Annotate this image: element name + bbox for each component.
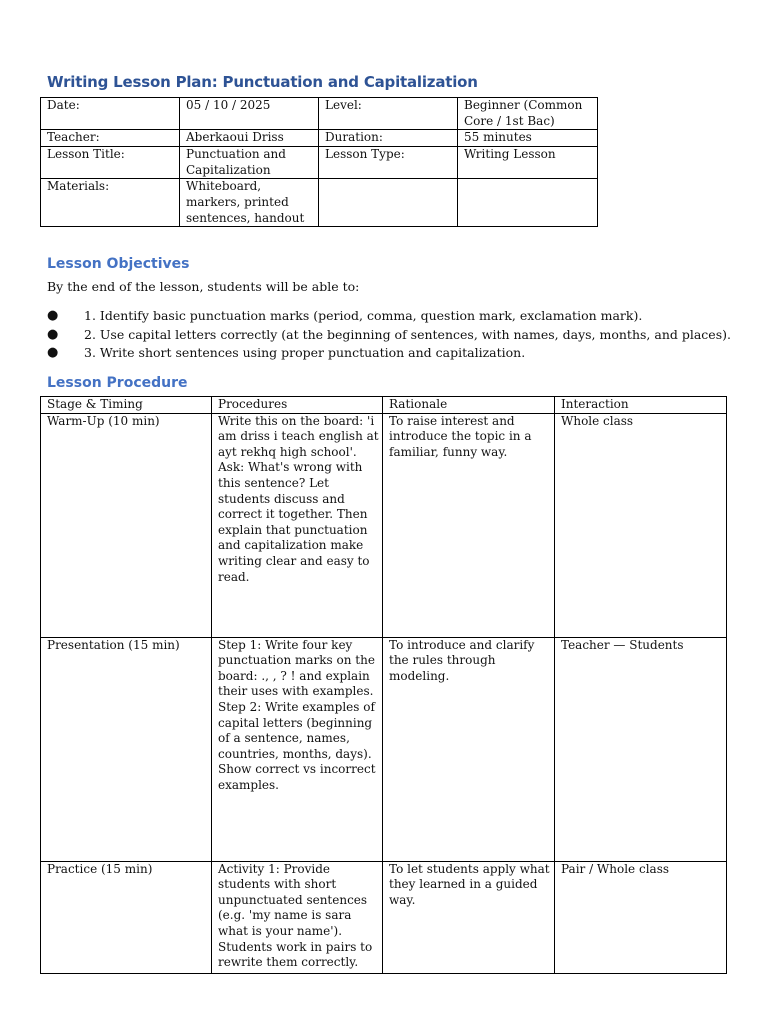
lesson-info-table [40,97,598,227]
column-header: Rationale [383,397,555,414]
list-item [47,307,747,326]
info-value: 55 minutes [458,130,598,147]
info-label: Duration: [319,130,458,147]
procedure-cell: Step 1: Write four key punctuation marks on the board: ., , ? ! and explain their uses with examples. Step 2: Write examples of capital letters (beginning of a sentence, names, countries, months, days). Show correct vs incorrect examples. [212,637,383,861]
info-label: Teacher: [41,130,180,147]
procedure-table [40,396,727,974]
info-value: Whiteboard, markers, printed sentences, handout [180,179,319,227]
stage-cell: Practice (15 min) [41,861,212,973]
column-header: Procedures [212,397,383,414]
objectives-heading: Lesson Objectives [47,256,190,272]
list-item [47,344,747,363]
bullet-icon: ● [47,345,59,360]
info-value: Beginner (Common Core / 1st Bac) [458,98,598,130]
column-header: Stage & Timing [41,397,212,414]
bullet-icon: ● [47,326,59,342]
info-row-teacher [41,130,598,147]
stage-cell: Presentation (15 min) [41,637,212,861]
column-header: Interaction [555,397,727,414]
info-value: Aberkaoui Driss [180,130,319,147]
info-label: Materials: [41,179,180,227]
objective-text: 1. Identify basic punctuation marks (period, comma, question mark, exclamation mark). [84,308,643,323]
interaction-cell: Pair / Whole class [555,861,727,973]
procedure-heading: Lesson Procedure [47,375,188,391]
info-value: 05 / 10 / 2025 [180,98,319,130]
info-label: Level: [319,98,458,130]
objectives-list [47,307,747,363]
objectives-intro: By the end of the lesson, students will be able to: [47,279,360,294]
info-label: Lesson Title: [41,147,180,179]
info-value: Writing Lesson [458,147,598,179]
info-value: Punctuation and Capitalization [180,147,319,179]
info-row-date [41,98,598,130]
rationale-cell: To let students apply what they learned in a guided way. [383,861,555,973]
rationale-cell: To introduce and clarify the rules through modeling. [383,637,555,861]
table-row [41,413,727,637]
info-label [319,179,458,227]
info-value [458,179,598,227]
objective-text: 2. Use capital letters correctly (at the beginning of sentences, with names, days, months, and places). [84,326,731,342]
table-header-row [41,397,727,414]
info-label: Lesson Type: [319,147,458,179]
rationale-cell: To raise interest and introduce the topic in a familiar, funny way. [383,413,555,637]
interaction-cell: Teacher — Students [555,637,727,861]
info-row-materials [41,179,598,227]
objective-text: 3. Write short sentences using proper punctuation and capitalization. [84,345,526,360]
table-row [41,861,727,973]
table-row [41,637,727,861]
interaction-cell: Whole class [555,413,727,637]
bullet-icon: ● [47,308,59,323]
procedure-cell: Activity 1: Provide students with short unpunctuated sentences (e.g. 'my name is sara what is your name'). Students work in pairs to rewrite them correctly. [212,861,383,973]
list-item [47,326,747,345]
info-label: Date: [41,98,180,130]
stage-cell: Warm-Up (10 min) [41,413,212,637]
procedure-cell: Write this on the board: 'i am driss i teach english at ayt rekhq high school'. Ask: What's wrong with this sentence? Let students discuss and correct it together. Then explain that punctuation and capitalization make writing clear and easy to read. [212,413,383,637]
info-row-lesson-title [41,147,598,179]
document-title: Writing Lesson Plan: Punctuation and Capitalization [47,73,478,91]
